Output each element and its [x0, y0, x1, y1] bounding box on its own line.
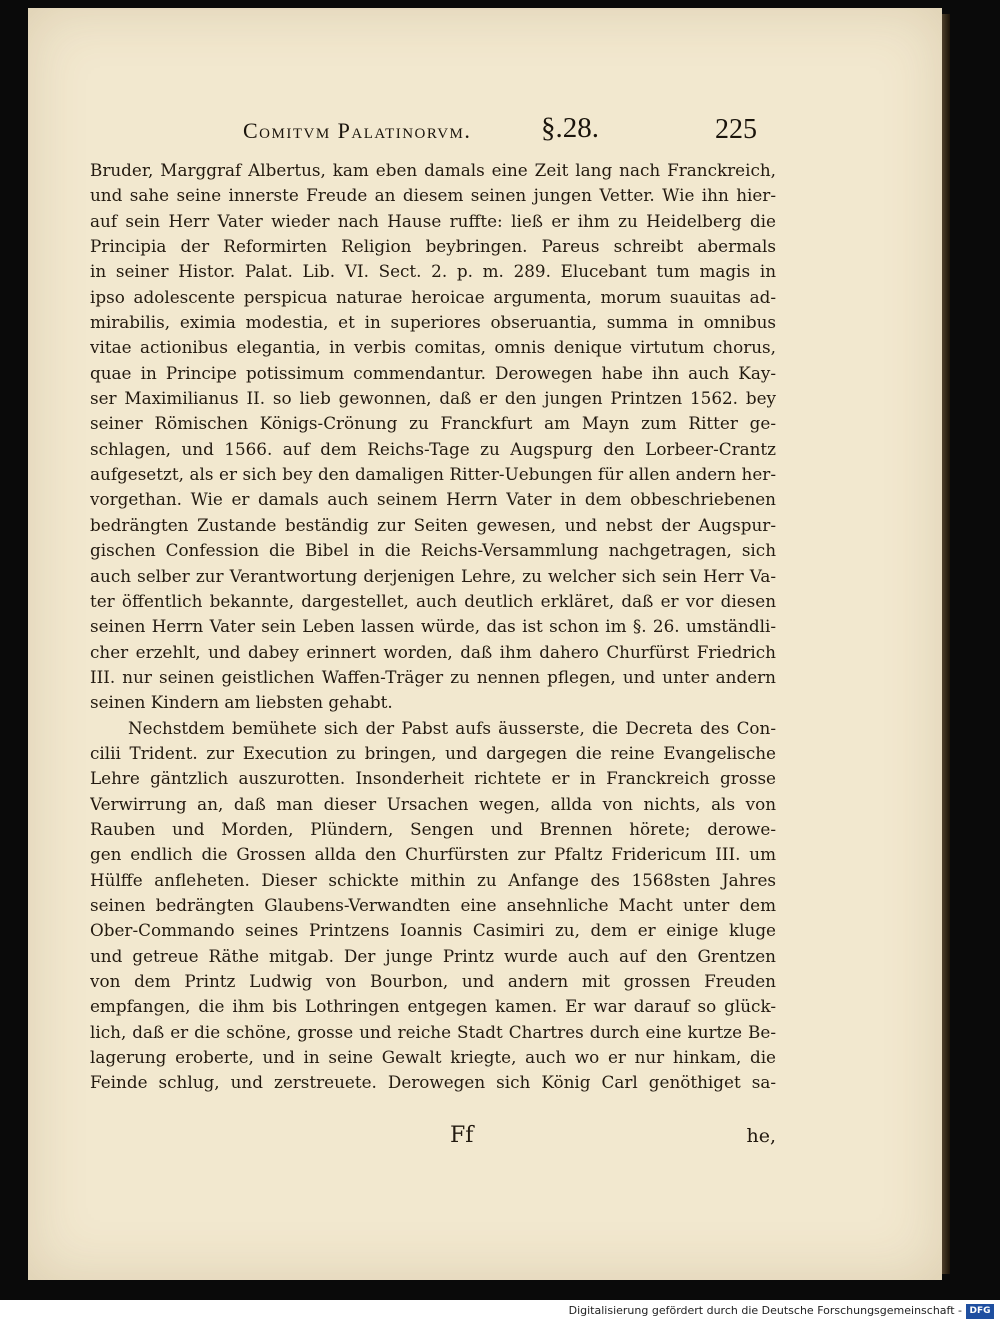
- page-number: 225: [715, 114, 757, 145]
- text-line: Hülffe anfleheten. Dieser schickte mithin zu Anfange des 1568sten Jahres: [90, 869, 776, 890]
- text-line: Principia der Reformirten Religion beybringen. Pareus schreibt abermals: [90, 236, 776, 257]
- text-line: ser Maximilianus II. so lieb gewonnen, daß er den jungen Printzen 1562. bey: [90, 388, 776, 409]
- running-head-section: §.28.: [541, 112, 599, 144]
- funding-notice: Digitalisierung gefördert durch die Deutsche Forschungsgemeinschaft -: [568, 1304, 962, 1317]
- text-line: von dem Printz Ludwig von Bourbon, und andern mit grossen Freuden: [90, 971, 776, 991]
- text-line: aufgesetzt, als er sich bey den damaligen Ritter-Uebungen für allen andern her-: [90, 464, 776, 485]
- text-line: seiner Römischen Königs-Crönung zu Franckfurt am Mayn zum Ritter ge-: [90, 413, 776, 434]
- text-line: cher erzehlt, und dabey erinnert worden, daß ihm dahero Churfürst Friedrich: [90, 641, 776, 662]
- text-line: quae in Principe potissimum commendantur. Derowegen habe ihn auch Kay-: [90, 362, 776, 383]
- text-line: bedrängten Zustande beständig zur Seiten gewesen, und nebst der Augspur-: [90, 514, 776, 535]
- catchword: he,: [746, 1125, 776, 1147]
- text-line: seinen Herrn Vater sein Leben lassen würde, das ist schon im §. 26. umständli-: [90, 616, 776, 637]
- text-line: seinen bedrängten Glaubens-Verwandten eine ansehnliche Macht unter dem: [90, 894, 776, 915]
- text-line: Feinde schlug, und zerstreuete. Derowegen sich König Carl genöthiget sa-: [90, 1072, 776, 1093]
- text-line: gischen Confession die Bibel in die Reichs-Versammlung nachgetragen, sich: [90, 540, 776, 561]
- paragraph-end-line: seinen Kindern am liebsten gehabt.: [90, 692, 393, 713]
- running-head-title: Comitvm Palatinorvm.: [243, 118, 472, 143]
- text-line: und getreue Räthe mitgab. Der junge Printz wurde auch auf den Grentzen: [90, 945, 776, 966]
- text-line: mirabilis, eximia modestia, et in superiores obseruantia, summa in omnibus: [90, 312, 776, 333]
- text-line: Verwirrung an, daß man dieser Ursachen wegen, allda von nichts, als von: [90, 793, 776, 814]
- paragraph-start-line: Nechstdem bemühete sich der Pabst aufs äusserste, die Decreta des Con-: [128, 717, 776, 738]
- book-page: [28, 8, 942, 1280]
- text-line: auch selber zur Verantwortung derjenigen Lehre, zu welcher sich sein Herr Va-: [90, 565, 776, 586]
- footer-bar: [0, 1300, 1000, 1323]
- dfg-logo: DFG: [966, 1304, 994, 1319]
- text-line: ipso adolescente perspicua naturae heroicae argumenta, morum suauitas ad-: [90, 286, 776, 307]
- text-line: Lehre gäntzlich auszurotten. Insonderheit richtete er in Franckreich grosse: [90, 768, 776, 789]
- catchword-row: [90, 1123, 776, 1157]
- text-line: cilii Trident. zur Execution zu bringen, und dargegen die reine Evangelische: [90, 742, 776, 763]
- text-line: III. nur seinen geistlichen Waffen-Träger zu nennen pflegen, und unter andern: [90, 666, 776, 687]
- text-line: lich, daß er die schöne, grosse und reiche Stadt Chartres durch eine kurtze Be-: [90, 1021, 776, 1042]
- text-line: vitae actionibus elegantia, in verbis comitas, omnis denique virtutum chorus,: [90, 337, 776, 358]
- text-line: auf sein Herr Vater wieder nach Hause ruffte: ließ er ihm zu Heidelberg die: [90, 210, 776, 231]
- text-line: Ober-Commando seines Printzens Ioannis Casimiri zu, dem er einige kluge: [90, 920, 776, 941]
- text-line: gen endlich die Grossen allda den Churfürsten zur Pfaltz Fridericum III. um: [90, 844, 776, 865]
- running-head: [213, 108, 773, 148]
- text-line: vorgethan. Wie er damals auch seinem Herrn Vater in dem obbeschriebenen: [90, 489, 776, 510]
- body-text: [90, 158, 776, 1096]
- signature-mark: Ff: [450, 1123, 474, 1148]
- text-line: in seiner Histor. Palat. Lib. VI. Sect. 2. p. m. 289. Elucebant tum magis in: [90, 261, 776, 282]
- text-line: empfangen, die ihm bis Lothringen entgegen kamen. Er war darauf so glück-: [90, 996, 776, 1017]
- text-line: lagerung eroberte, und in seine Gewalt kriegte, auch wo er nur hinkam, die: [90, 1047, 776, 1068]
- text-line: ter öffentlich bekannte, dargestellet, auch deutlich erkläret, daß er vor diesen: [90, 590, 776, 611]
- text-line: Bruder, Marggraf Albertus, kam eben damals eine Zeit lang nach Franckreich,: [90, 160, 776, 180]
- text-line: Rauben und Morden, Plündern, Sengen und Brennen hörete; derowe-: [90, 818, 776, 839]
- text-line: und sahe seine innerste Freude an diesem seinen jungen Vetter. Wie ihn hier-: [90, 185, 776, 206]
- text-line: schlagen, und 1566. auf dem Reichs-Tage zu Augspurg den Lorbeer-Crantz: [90, 438, 776, 459]
